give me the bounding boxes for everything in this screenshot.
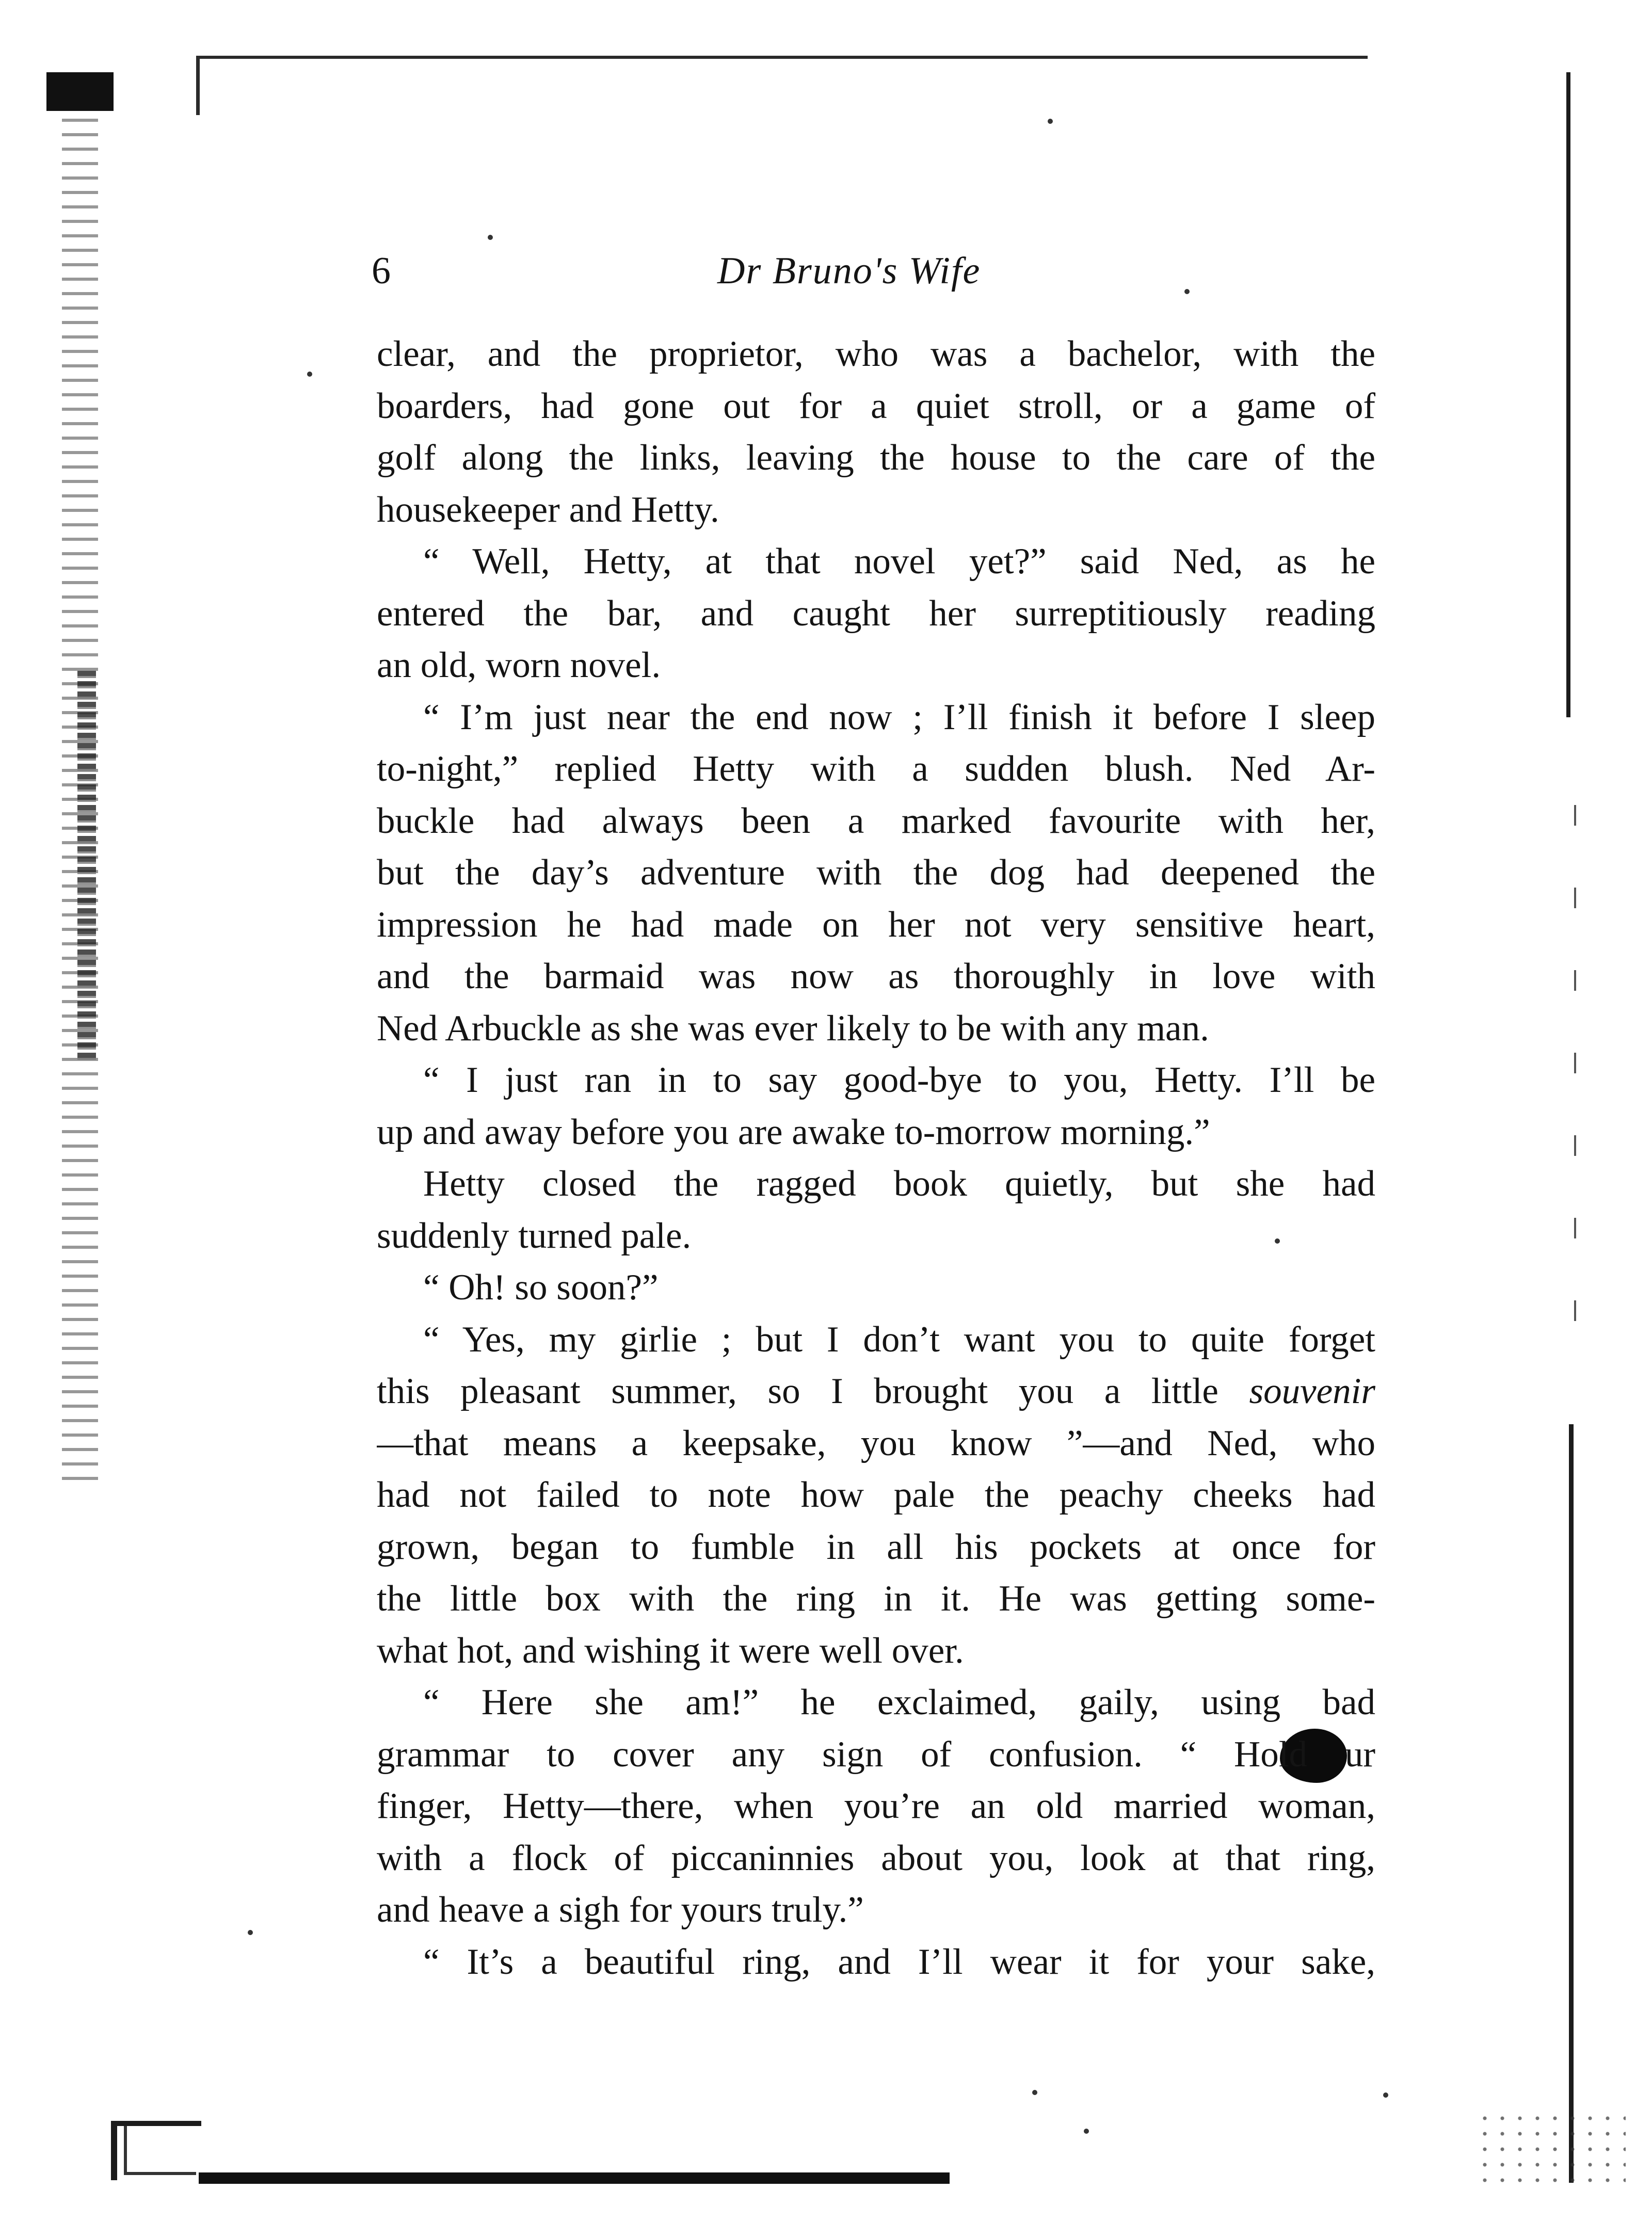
text-line: and heave a sigh for yours truly.” [377,1890,864,1930]
text-line: “ I’m just near the end now ; I’ll finish it before I sleep [423,697,1375,737]
text-line: Ned Arbuckle as she was ever likely to be with any man. [377,1008,1209,1049]
bottom-right-speckle [1476,2111,1626,2183]
text-line: but the day’s adventure with the dog had deepened the [377,852,1375,893]
text-line: up and away before you are awake to-morrow morning.” [377,1112,1210,1152]
right-margin-edge-line-upper [1566,72,1570,717]
text-line: what hot, and wishing it were well over. [377,1630,964,1671]
text-line: “ It’s a beautiful ring, and I’ll wear it for your sake, [423,1941,1375,1982]
speck [1048,119,1053,124]
speck [307,372,312,377]
text-line: “ Here she am!” he exclaimed, gaily, using bad [423,1682,1375,1722]
speck [1084,2129,1089,2134]
speck [1032,2090,1037,2095]
text-line: golf along the links, leaving the house to the care of the [377,438,1375,478]
text-line: this pleasant summer, so I brought you a little souvenir [377,1371,1375,1411]
bottom-left-corner-inner-mark [124,2126,196,2175]
top-border-rule [199,56,1368,59]
scan-edge-mark [46,72,114,111]
text-line: impression he had made on her not very sensitive heart, [377,904,1375,945]
italic-word: souvenir [1249,1371,1375,1411]
text-line: suddenly turned pale. [377,1215,692,1256]
text-line: and the barmaid was now as thoroughly in love with [377,956,1375,996]
text-line: to-night,” replied Hetty with a sudden blush. Ned Ar- [377,749,1375,789]
running-header [372,243,1404,299]
speck [488,235,493,240]
text-line: grammar to cover any sign of confusion. “ Hold ur [377,1734,1375,1775]
text-line: entered the bar, and caught her surreptitiously reading [377,593,1375,634]
text-line: “ I just ran in to say good-bye to you, Hetty. I’ll be [423,1060,1375,1100]
text-line: grown, began to fumble in all his pockets at once for [377,1526,1375,1567]
body-text [377,328,1375,1988]
text-line: finger, Hetty—there, when you’re an old married woman, [377,1786,1375,1826]
speck [248,1930,253,1935]
text-line: “ Oh! so soon?” [423,1267,659,1308]
speck [1383,2092,1388,2098]
text-line: the little box with the ring in it. He was getting some- [377,1579,1375,1619]
right-margin-edge-line-lower [1569,1424,1574,2183]
page-number: 6 [372,250,391,292]
text-line: clear, and the proprietor, who was a bachelor, with the [377,334,1375,374]
top-left-border-corner [196,56,200,115]
right-margin-edge-dashes [1574,805,1576,1373]
text-line: —that means a keepsake, you know ”—and Ned, who [377,1423,1375,1463]
text-line: an old, worn novel. [377,645,661,685]
text-line: “ Yes, my girlie ; but I don’t want you to quite forget [423,1319,1375,1360]
running-title: Dr Bruno's Wife [717,250,981,292]
text-line: housekeeper and Hetty. [377,489,719,530]
bottom-border-rule [199,2172,950,2184]
text-line: Hetty closed the ragged book quietly, but she had [423,1164,1375,1204]
text-line: “ Well, Hetty, at that novel yet?” said Ned, as he [423,541,1375,582]
left-margin-binding-shadow [77,671,96,1063]
text-line: boarders, had gone out for a quiet stroll, or a game of [377,385,1375,426]
text-line: with a flock of piccaninnies about you, look at that ring, [377,1838,1375,1878]
text-line: buckle had always been a marked favourite with her, [377,800,1375,841]
text-line: had not failed to note how pale the peachy cheeks had [377,1475,1375,1515]
